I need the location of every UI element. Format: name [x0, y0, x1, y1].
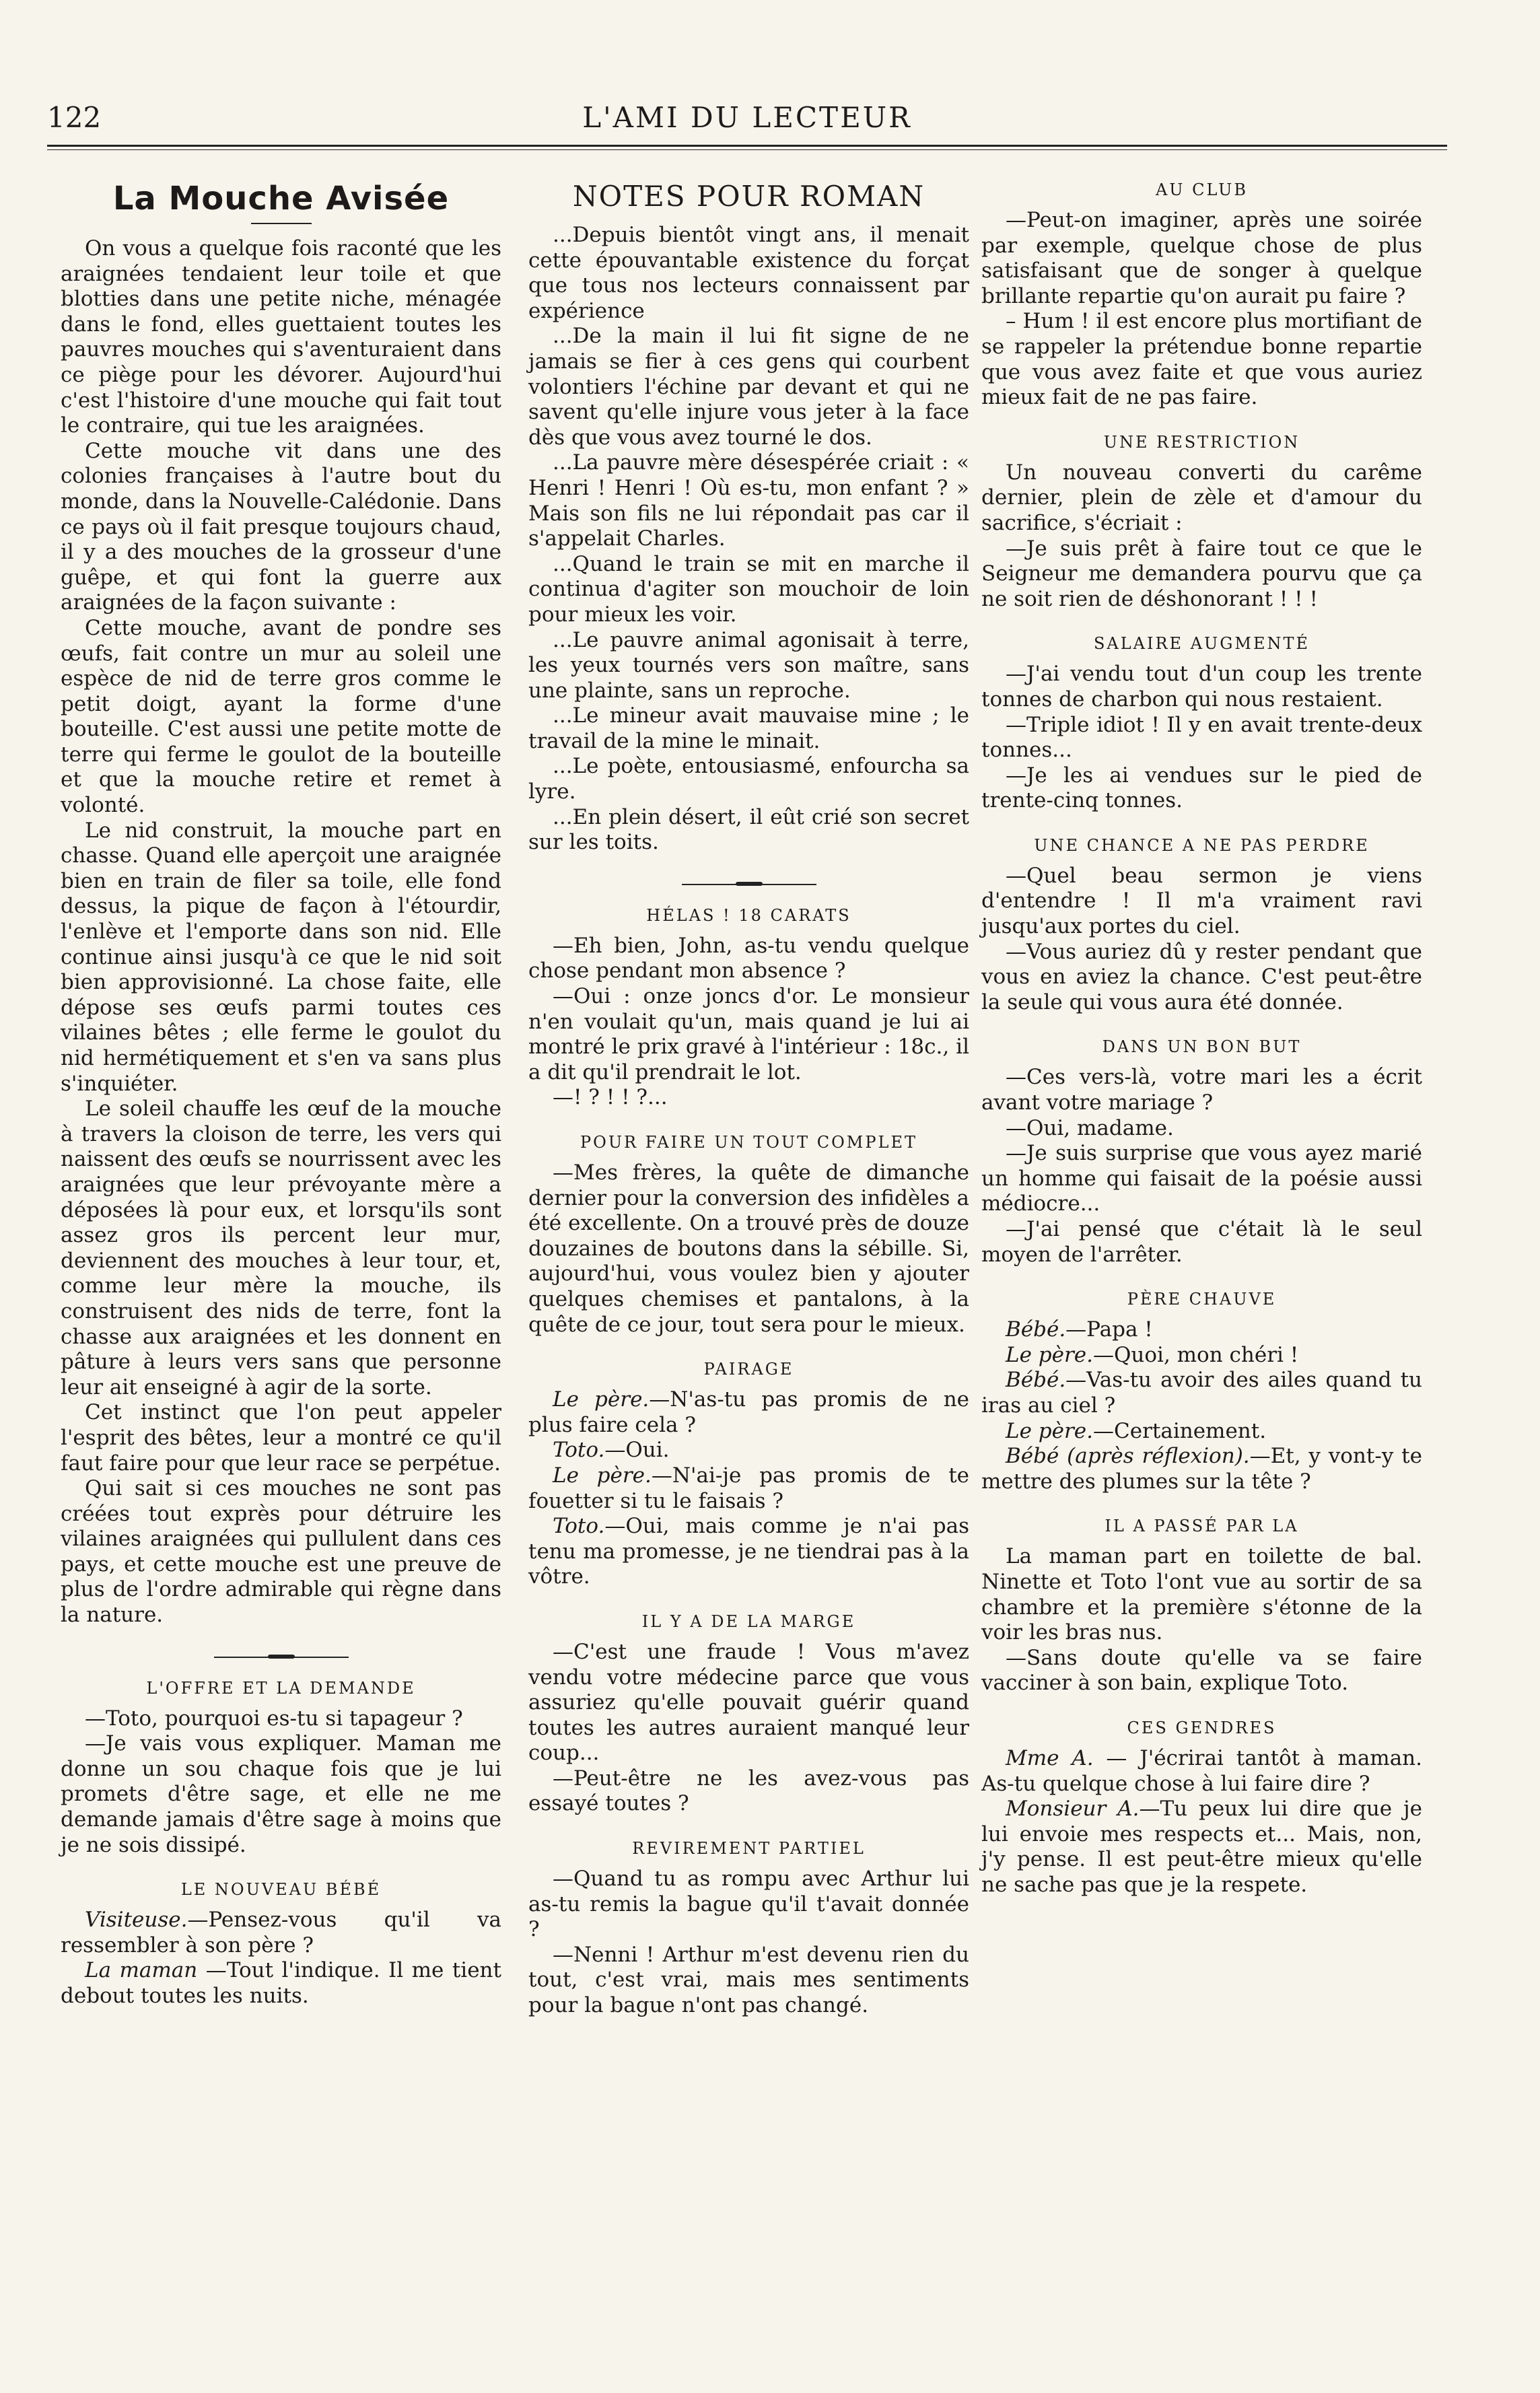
paragraph: Cette mouche, avant de pondre ses œufs, fait contre un mur au soleil une espèce de nid de terre gros comme le petit doigt, ayant la forme d'une bouteille. C'est aussi une petite motte de terre qui ferme le goulot de la bouteille et que la mouche retire et remet à volonté.	[61, 615, 501, 818]
speaker: Toto.	[553, 1438, 605, 1463]
dialogue-line	[981, 1317, 1422, 1343]
dialogue-line: —! ? ! ! ?...	[553, 1085, 668, 1110]
dialogue-line: —Toto, pourquoi es-tu si tapageur ?	[85, 1706, 463, 1731]
speaker: Monsieur A.	[1006, 1797, 1140, 1822]
note: ...Quand le train se mit en marche il continua d'agiter son mouchoir de loin pour mieux les voir.	[528, 551, 969, 627]
column-middle	[528, 178, 969, 2019]
paragraph: Cet instinct que l'on peut appeler l'esprit des bêtes, leur a montré ce qu'il faut faire pour que leur race se perpétue.	[61, 1400, 501, 1476]
speech: —N'as-tu pas promis de ne plus faire cela ?	[528, 1387, 970, 1437]
running-header	[47, 101, 1447, 141]
speaker: Bébé.	[1006, 1317, 1066, 1342]
note: ...Depuis bientôt vingt ans, il menait cette épouvantable existence du forçat que tous nos lecteurs connaissent par expérience	[528, 223, 969, 323]
dialogue-line: —J'ai vendu tout d'un coup les trente tonnes de charbon qui nous restaient.	[981, 662, 1422, 712]
dialogue-line: —Nenni ! Arthur m'est devenu rien du tout, c'est vrai, mais mes sentiments pour la bague n'ont pas changé.	[528, 1942, 969, 2018]
paragraph: Le soleil chauffe les œuf de la mouche à travers la cloison de terre, les vers qui naissent des œufs se nourrissent avec les araignées que leur prévoyante mère a déposées là pour eux, et lorsqu'ils sont assez gros ils percent leur mur, deviennent des mouches à leur tour, et, comme leur mère la mouche, ils construisent des nids de terre, font la chasse aux araignées et les donnent en pâture à leurs vers sans que personne leur ait enseigné à agir de la sorte.	[61, 1097, 501, 1399]
dialogue-line: —Oui : onze joncs d'or. Le monsieur n'en voulait qu'un, mais quand je lui ai montré le prix gravé à l'intérieur : 18c., il a dit qu'il prendrait le lot.	[528, 984, 969, 1084]
page-number: 122	[47, 101, 102, 134]
section-heading: AU CLUB	[1155, 180, 1249, 199]
dialogue-line: —Je les ai vendues sur le pied de trente-cinq tonnes.	[981, 763, 1422, 813]
speaker: Toto.	[553, 1514, 605, 1539]
dialogue-line	[981, 1343, 1422, 1368]
speech: —Papa !	[1065, 1317, 1153, 1342]
dialogue-line: —Je suis surprise que vous ayez marié un homme qui faisait de la poésie aussi médiocre...	[981, 1141, 1422, 1216]
header-rule	[47, 145, 1447, 147]
dialogue-line	[528, 1514, 969, 1590]
section-heading: DANS UN BON BUT	[1102, 1037, 1302, 1057]
speech: —Tu peux lui dire que je lui envoie mes respects et... Mais, non, j'y pense. Il est peut-être mieux qu'elle ne sache pas que je la respete.	[981, 1797, 1422, 1897]
speaker: Bébé.	[1006, 1368, 1066, 1393]
dialogue-line	[61, 1908, 501, 1958]
section-heading: UNE RESTRICTION	[1103, 432, 1300, 452]
speech: —Quoi, mon chéri !	[1093, 1342, 1299, 1367]
speaker: Le père.	[1006, 1342, 1093, 1367]
paragraph: On vous a quelque fois raconté que les araignées tendaient leur toile et que blotties dans une petite niche, ménagée dans le fond, elles guettaient toutes les pauvres mouches qui s'aventuraient dans ce piège pour les dévorer. Aujourd'hui c'est l'histoire d'une mouche qui fait tout le contraire, qui tue les araignées.	[61, 236, 501, 438]
section-heading: L'OFFRE ET LA DEMANDE	[146, 1678, 416, 1698]
speaker: Mme A.	[1006, 1745, 1094, 1770]
column-right	[981, 178, 1422, 1898]
speech: —N'ai-je pas promis de te fouetter si tu le faisais ?	[528, 1463, 970, 1513]
dialogue-line: —C'est une fraude ! Vous m'avez vendu votre médecine parce que vous assuriez qu'elle pouvait guérir quand toutes les autres auraient manqué leur coup...	[528, 1639, 969, 1766]
dialogue-line: —J'ai pensé que c'était là le seul moyen de l'arrêter.	[981, 1217, 1422, 1267]
article-title: La Mouche Avisée	[112, 180, 450, 217]
dialogue-line: —Ces vers-là, votre mari les a écrit avant votre mariage ?	[981, 1065, 1422, 1115]
note: ...La pauvre mère désespérée criait : « Henri ! Henri ! Où es-tu, mon enfant ? » Mais son fils ne lui répondait pas car il s'appelait Charles.	[528, 450, 969, 551]
section-title: NOTES POUR ROMAN	[572, 180, 925, 213]
note: ...En plein désert, il eût crié son secret sur les toits.	[528, 804, 969, 855]
speech: —Tout l'indique. Il me tient debout toutes les nuits.	[61, 1958, 501, 2008]
dialogue-line: —Mes frères, la quête de dimanche dernier pour la conversion des infidèles a été excellente. On a trouvé près de douze douzaines de boutons dans la sébille. Si, aujourd'hui, vous voulez bien y ajouter quelques chemises et pantalons, à la quête de ce jour, tout sera pour le mieux.	[528, 1160, 969, 1337]
dialogue-line: —Triple idiot ! Il y en avait trente-deux tonnes...	[981, 712, 1422, 763]
dialogue-line	[528, 1387, 969, 1438]
dialogue-line	[981, 1368, 1422, 1418]
speech: —Oui.	[604, 1438, 670, 1463]
speaker: Visiteuse.	[85, 1908, 188, 1933]
dialogue-line: —Quand tu as rompu avec Arthur lui as-tu remis la bague qu'il t'avait donnée ?	[528, 1867, 969, 1942]
dialogue-line: La maman part en toilette de bal. Ninette et Toto l'ont vue au sortir de sa chambre et la première s'étonne de la voir les bras nus.	[981, 1544, 1422, 1645]
section-heading: REVIREMENT PARTIEL	[632, 1839, 866, 1859]
dialogue-line: Un nouveau converti du carême dernier, plein de zèle et d'amour du sacrifice, s'écriait :	[981, 460, 1422, 535]
journal-title: L'AMI DU LECTEUR	[582, 101, 912, 134]
speech: — J'écrirai tantôt à maman. As-tu quelque chose à lui faire dire ?	[981, 1745, 1422, 1796]
paragraph: Qui sait si ces mouches ne sont pas créées tout exprès pour détruire les vilaines araignées qui pullulent dans ces pays, et cette mouche est une preuve de plus de l'ordre admirable qui règne dans la nature.	[61, 1476, 501, 1628]
section-separator	[682, 880, 816, 889]
dialogue-line: —Peut-on imaginer, après une soirée par exemple, quelque chose de plus satisfaisant que de songer à quelque brillante repartie qu'on aurait pu faire ?	[981, 208, 1422, 308]
dialogue-line: —Eh bien, John, as-tu vendu quelque chose pendant mon absence ?	[528, 933, 969, 983]
section-heading: CES GENDRES	[1127, 1718, 1277, 1737]
speaker: Bébé (après réflexion).	[1006, 1444, 1250, 1469]
dialogue-line: —Oui, madame.	[1006, 1115, 1174, 1140]
section-heading: PÈRE CHAUVE	[1127, 1290, 1277, 1309]
speaker: Le père.	[553, 1387, 650, 1412]
dialogue-line	[981, 1419, 1422, 1445]
section-heading: LE NOUVEAU BÉBÉ	[180, 1880, 382, 1900]
dialogue-line	[981, 1746, 1422, 1797]
section-heading: SALAIRE AUGMENTÉ	[1093, 634, 1310, 654]
speech: —Oui, mais comme je n'ai pas tenu ma promesse, je ne tiendrai pas à la vôtre.	[528, 1514, 969, 1589]
section-heading: HÉLAS ! 18 CARATS	[646, 905, 851, 925]
note: ...Le mineur avait mauvaise mine ; le travail de la mine le minait.	[528, 703, 969, 753]
dialogue-line: – Hum ! il est encore plus mortifiant de se rappeler la prétendue bonne repartie que vous avez faite et que vous auriez mieux fait de ne pas faire.	[981, 309, 1422, 410]
paragraph: Cette mouche vit dans une des colonies françaises à l'autre bout du monde, dans la Nouvelle-Calédonie. Dans ce pays où il fait presque toujours chaud, il y a des mouches de la grosseur d'une guêpe, et qui font la guerre aux araignées de la façon suivante :	[61, 438, 501, 615]
speaker: Le père.	[1006, 1418, 1093, 1443]
title-rule	[251, 223, 312, 224]
section-heading: IL Y A DE LA MARGE	[641, 1611, 856, 1631]
speech: —Pensez-vous qu'il va ressembler à son père ?	[61, 1908, 501, 1957]
column-left	[61, 178, 501, 2009]
section-heading: PAIRAGE	[703, 1360, 794, 1379]
section-heading: POUR FAIRE UN TOUT COMPLET	[580, 1133, 917, 1152]
section-heading: UNE CHANCE A NE PAS PERDRE	[1034, 835, 1370, 855]
note: ...Le pauvre animal agonisait à terre, les yeux tournés vers son maître, sans une plainte, sans un reproche.	[528, 627, 969, 703]
dialogue-line	[981, 1797, 1422, 1898]
note: ...Le poète, entousiasmé, enfourcha sa lyre.	[528, 754, 969, 804]
dialogue-line: —Vous auriez dû y rester pendant que vous en aviez la chance. C'est peut-être la seule qui vous aura été donnée.	[981, 939, 1422, 1014]
header-rule-thin	[47, 149, 1447, 150]
note: ...De la main il lui fit signe de ne jamais se fier à ces gens qui courbent volontiers l'échine par devant et qui ne savent qu'elle injure vous jeter à la face dès que vous avez tourné le dos.	[528, 324, 969, 450]
speech: —Et, y vont-y te mettre des plumes sur la tête ?	[981, 1444, 1422, 1494]
dialogue-line: —Peut-être ne les avez-vous pas essayé toutes ?	[528, 1766, 969, 1816]
dialogue-line	[528, 1438, 969, 1463]
paragraph: Le nid construit, la mouche part en chasse. Quand elle aperçoit une araignée bien en train de filer sa toile, elle fond dessus, la pique de façon à l'étourdir, l'enlève et l'emporte dans son nid. Elle continue ainsi jusqu'à ce que le nid soit bien approvisionné. La chose faite, elle dépose ses œufs parmi toutes ces vilaines bêtes ; elle ferme le goulot du nid hermétiquement et s'en va sans plus s'inquiéter.	[61, 818, 501, 1096]
speaker: Le père.	[553, 1463, 652, 1488]
dialogue-line: —Je vais vous expliquer. Maman me donne un sou chaque fois que je lui promets d'être sage, et elle ne me demande jamais d'être sage à moins que je ne sois dissipé.	[61, 1731, 501, 1857]
dialogue-line: —Quel beau sermon je viens d'entendre ! Il m'a vraiment ravi jusqu'aux portes du ciel.	[981, 863, 1422, 939]
dialogue-line: —Je suis prêt à faire tout ce que le Seigneur me demandera pourvu que ça ne soit rien de déshonorant ! ! !	[981, 536, 1422, 611]
speech: —Vas-tu avoir des ailes quand tu iras au ciel ?	[981, 1368, 1422, 1418]
dialogue-line	[61, 1958, 501, 2009]
section-separator	[214, 1653, 349, 1662]
dialogue-line	[981, 1444, 1422, 1494]
section-heading: IL A PASSÉ PAR LA	[1105, 1517, 1299, 1536]
dialogue-line	[528, 1463, 969, 1514]
speaker: La maman	[85, 1958, 198, 1983]
dialogue-line: —Sans doute qu'elle va se faire vacciner à son bain, explique Toto.	[981, 1645, 1422, 1696]
speech: —Certainement.	[1093, 1418, 1267, 1443]
